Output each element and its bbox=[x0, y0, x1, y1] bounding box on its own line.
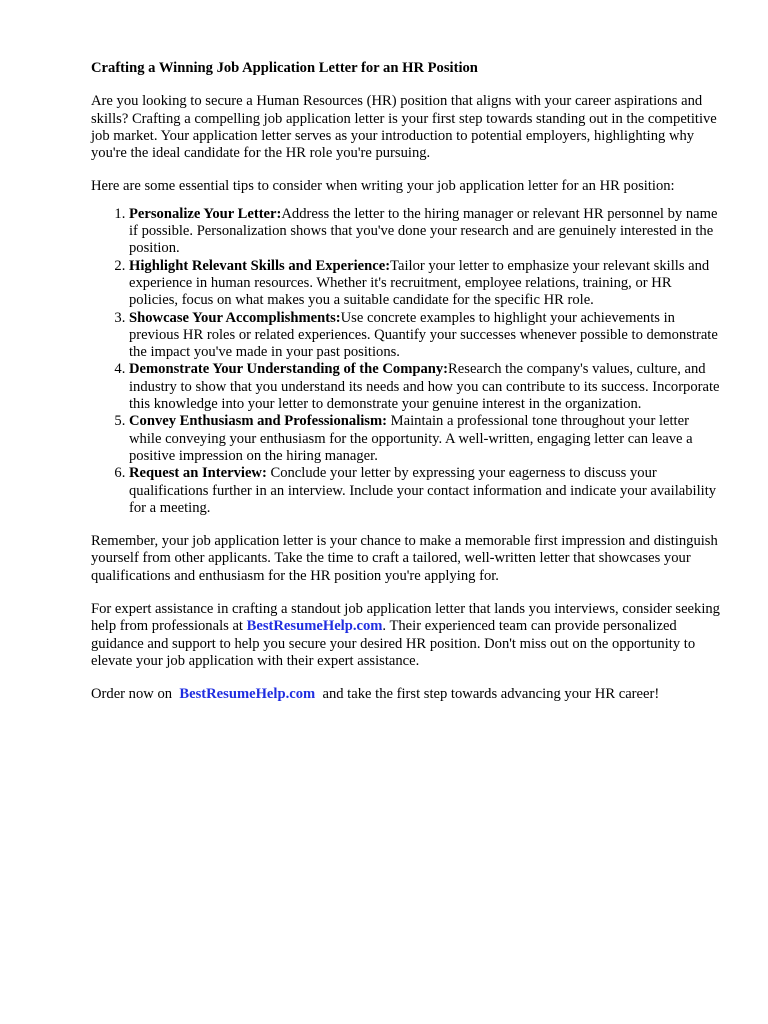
tip-heading: Request an Interview: bbox=[129, 465, 267, 482]
document-page bbox=[91, 60, 723, 720]
order-text-after: and take the first step towards advancing your HR career! bbox=[318, 686, 660, 703]
assistance-paragraph bbox=[91, 601, 723, 670]
bestresumehelp-link[interactable]: BestResumeHelp.com bbox=[246, 618, 383, 635]
list-item bbox=[129, 465, 723, 517]
tip-text: Use concrete examples to highlight your achievements in previous HR roles or related experiences. Quantify your successes whenever possible to demonstrate the impact you've made in your past positions. bbox=[129, 309, 718, 361]
order-paragraph bbox=[91, 686, 723, 703]
assistance-text-after: . Their experienced team can provide personalized guidance and support to help you secure your desired HR position. Don't miss out on the opportunity to elevate your job application with their expert assistance. bbox=[91, 618, 696, 669]
list-item bbox=[129, 258, 723, 310]
tip-text: Research the company's values, culture, and industry to show that you understand its needs and how you can contribute to its success. Incorporate this knowledge into your letter to demonstrate your genuine interest in the organization. bbox=[129, 361, 720, 413]
tip-text: Address the letter to the hiring manager or relevant HR personnel by name if possible. Personalization shows that you've done your research and are genuinely interested in the position. bbox=[129, 205, 718, 257]
tip-heading: Personalize Your Letter: bbox=[129, 205, 282, 222]
order-text-before: Order now on bbox=[91, 686, 176, 703]
tip-text: Maintain a professional tone throughout your letter while conveying your enthusiasm for the opportunity. A well-written, engaging letter can leave a positive impression on the hiring manager. bbox=[129, 413, 693, 464]
assistance-text-before: For expert assistance in crafting a standout job application letter that lands you interviews, consider seeking help from professionals at bbox=[91, 601, 720, 635]
tip-text: Conclude your letter by expressing your eagerness to discuss your qualifications further in an interview. Include your contact information and indicate your availability for a meeting. bbox=[129, 465, 717, 516]
tip-heading: Demonstrate Your Understanding of the Company: bbox=[129, 361, 449, 378]
order-link[interactable]: BestResumeHelp.com bbox=[179, 686, 316, 703]
document-title: Crafting a Winning Job Application Letter for an HR Position bbox=[91, 60, 478, 76]
tip-heading: Showcase Your Accomplishments: bbox=[129, 309, 341, 326]
list-item bbox=[129, 361, 723, 413]
remember-paragraph: Remember, your job application letter is your chance to make a memorable first impression and distinguish yourself from other applicants. Take the time to craft a tailored, well-written letter that showcases your qualifications and enthusiasm for the HR position you're applying for. bbox=[91, 533, 718, 584]
tip-heading: Highlight Relevant Skills and Experience: bbox=[129, 257, 391, 274]
list-item bbox=[129, 310, 723, 362]
tip-text: Tailor your letter to emphasize your relevant skills and experience in human resources. Whether it's recruitment, employee relations, training, or HR policies, focus on what makes you a suitable candidate for the specific HR role. bbox=[129, 257, 710, 309]
tips-list bbox=[91, 206, 723, 517]
tips-lead-paragraph: Here are some essential tips to consider when writing your job application letter for an HR position: bbox=[91, 178, 675, 195]
list-item bbox=[129, 413, 723, 465]
intro-paragraph: Are you looking to secure a Human Resources (HR) position that aligns with your career aspirations and skills? Crafting a compelling job application letter is your first step towards standing out in the competitive job market. Your application letter serves as your introduction to potential employers, highlighting why you're the ideal candidate for the HR role you're pursuing. bbox=[91, 93, 717, 162]
list-item bbox=[129, 206, 723, 258]
tip-heading: Convey Enthusiasm and Professionalism: bbox=[129, 413, 387, 430]
